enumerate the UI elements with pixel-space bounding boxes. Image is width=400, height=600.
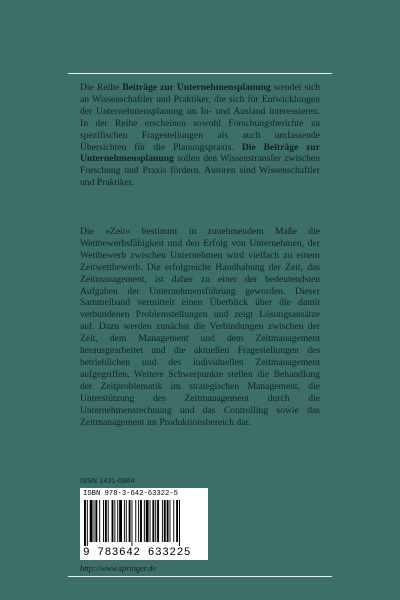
abstract-text: Die »Zeit« bestimmt in zunehmendem Maße die Wettbewerbsfähigkeit und den Erfolg von Unternehmen, der Wettbewerb zwischen Unternehmen wird vielfach zu einem Zeitwettbewerb. Die erfolgreiche Handhabung der Zeit, das Zeitmanagement, ist daher zu einer der bedeutendsten Aufgaben der Unternehmensführung geworden. Dieser Sammelband vermittelt einen Überblick über die damit verbundenen Problemstellungen und zeigt Lösungsansätze auf. Dazu werden zunächst die Verbindungen zwischen der Zeit, dem Management und dem Zeitmanagement herausgearbeitet und die aktuellen Fragestellungen des betrieblichen und des individuellen Zeitmanagement aufgegriffen. Weitere Schwerpunkte stellen die Behandlung der Zeitproblematik im strategischen Management, die Unterstützung des Zeitmanagement durch die Unternehmensrechnung und das Controlling sowie das Zeitmanagement im Produktionsbereich dar. [80,226,320,428]
barcode-bar [144,500,145,542]
series-description [80,82,320,189]
barcode-bar [103,500,104,542]
barcode-bar [167,500,169,542]
series-text-2: wendet sich an Wissenschaftler und Praktiker, die sich für Entwicklungen der Unternehmensplanung im In- und Ausland interessieren. In der Reihe erscheinen sowohl Forschungsberichte zu spezifischen Fragestellungen als auch umfassende Übersichten für die Planungspraxis. [80,82,320,153]
barcode-bar [132,500,133,546]
bottom-divider [68,576,332,577]
barcode-digits: 9 783642 633225 [83,547,192,559]
barcode-bar [114,500,115,542]
barcode-bar [84,500,86,546]
issn-number: ISSN 1431-0864 [80,478,135,485]
book-abstract [80,226,320,428]
barcode-bar [124,500,125,542]
barcode-bar [162,500,163,542]
barcode-bar [140,500,142,542]
barcode-bar [157,500,159,542]
barcode-bar [150,500,151,542]
barcode-bar [179,500,180,546]
barcode-icon [84,500,204,546]
publisher-url[interactable]: http://www.springer.de [80,564,157,573]
barcode-bar [146,500,149,542]
barcode-bar [94,500,95,542]
barcode-bar [176,500,178,542]
series-text-3: sollen den Wissenstransfer zwischen Forschung und Praxis fördern. Autoren sind Wissenschaftler und Praktiker. [80,153,320,189]
barcode-bar [173,500,174,542]
barcode-bar [95,500,97,542]
barcode-bar [108,500,109,542]
barcode-bar [90,500,93,542]
series-text-1: Die Reihe [80,82,123,93]
barcode-bar [155,500,156,542]
barcode-bar [87,500,88,546]
series-title: Beiträge zur Unternehmensplanung [122,82,271,93]
barcode-bar [170,500,171,542]
barcode-bar [164,500,166,542]
barcode-bar [152,500,154,542]
barcode-bar [129,500,131,542]
barcode-bar [99,500,100,542]
barcode-bar [126,500,127,542]
isbn-number: ISBN 978-3-642-63322-5 [83,490,178,498]
barcode-bar [135,500,136,542]
top-divider [68,73,332,74]
series-title-2: Die Beiträge zur Unternehmensplanung [80,141,320,165]
barcode-bar [112,500,114,542]
barcode-panel [80,488,208,560]
barcode-bar [105,500,107,542]
barcode-bar [138,500,139,542]
barcode-bar [117,500,118,542]
barcode-bar [119,500,122,542]
